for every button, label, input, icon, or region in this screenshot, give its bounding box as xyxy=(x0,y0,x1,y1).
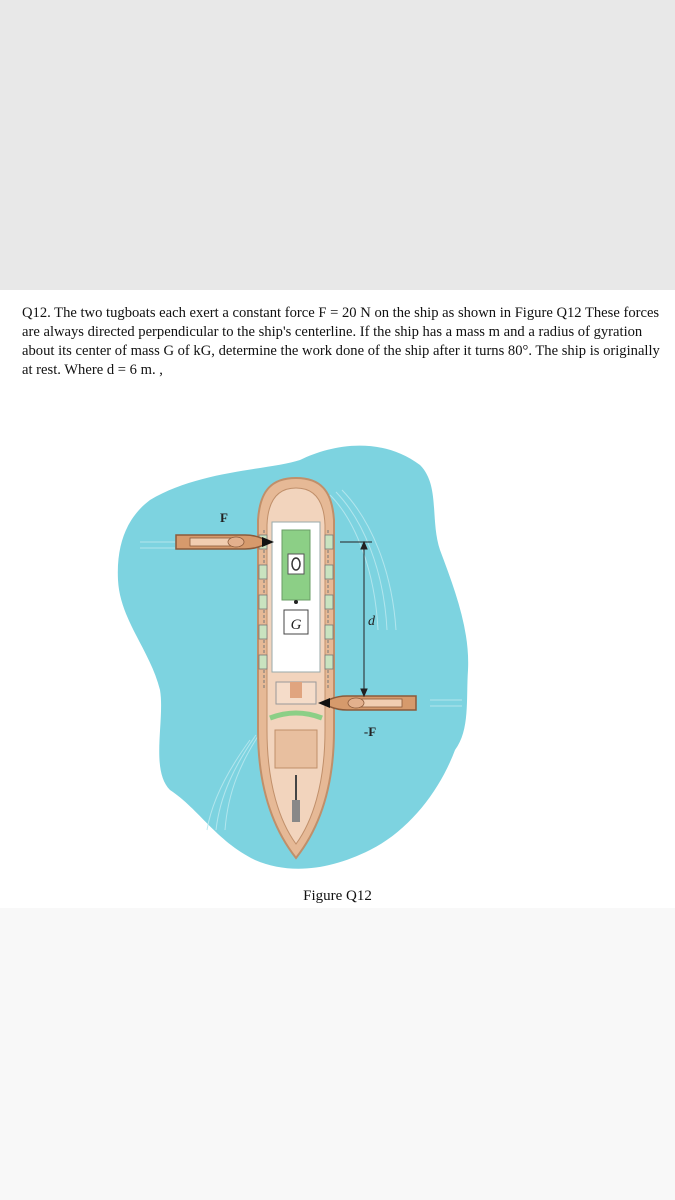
funnel xyxy=(290,682,302,698)
ship-tugboat-diagram xyxy=(0,430,675,880)
label-center-g: G xyxy=(290,617,302,633)
label-force-bottom: -F xyxy=(363,724,377,739)
rudder xyxy=(292,800,300,822)
question-page xyxy=(0,290,675,908)
bridge-window xyxy=(288,554,304,574)
center-of-mass-dot xyxy=(294,600,298,604)
top-background xyxy=(0,0,675,290)
aft-deck xyxy=(275,730,317,768)
tugboat-top xyxy=(176,535,274,549)
bottom-background xyxy=(0,908,675,1200)
figure-q12 xyxy=(0,430,675,880)
figure-caption: Figure Q12 xyxy=(303,888,372,904)
tugboat-bottom xyxy=(318,696,416,710)
label-force-top: F xyxy=(220,510,228,525)
label-distance-d: d xyxy=(368,614,375,629)
question-text: Q12. The two tugboats each exert a constant force F = 20 N on the ship as shown in Figure Q12 These forces are always directed perpendicular to the ship's centerline. If the ship has a mass m and a radius of gyration about its center of mass G of kG, determine the work done of the ship after it turns 80°. The ship is originally at rest. Where d = 6 m. , xyxy=(22,305,660,378)
